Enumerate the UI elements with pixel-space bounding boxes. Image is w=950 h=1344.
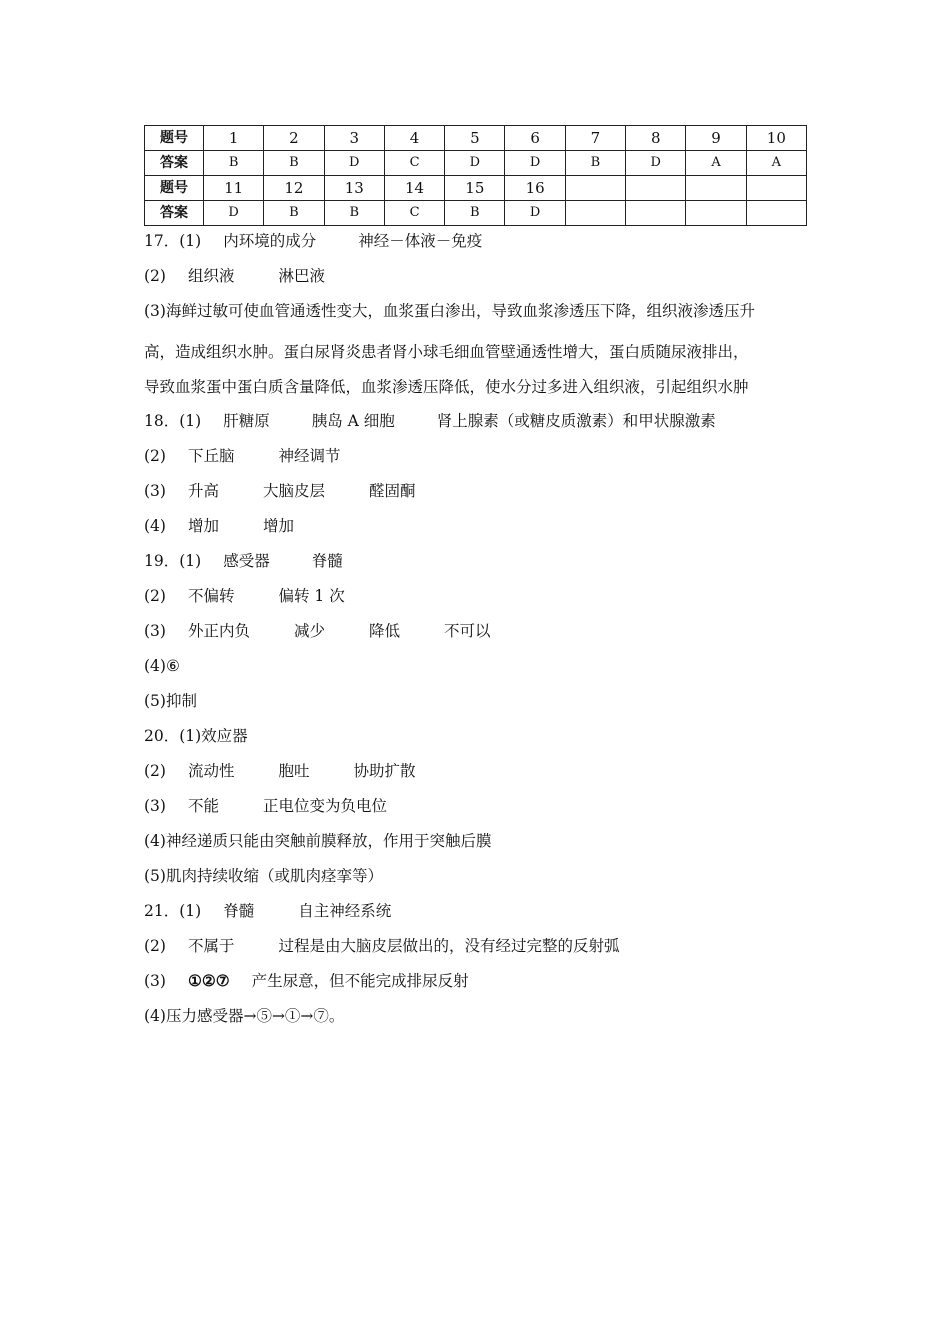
item-label: 17．(1) [144,232,202,250]
table-cell: 6 [505,126,565,151]
item-label: (2) [144,267,166,285]
table-cell: D [505,151,565,176]
answer-19-4: (4)⑥ [144,657,180,675]
answer-text: 脊髓 [311,552,343,570]
item-label: (3) [144,797,166,815]
table-cell: 7 [565,126,625,151]
table-cell: 3 [324,126,384,151]
table-header-cell: 答案 [145,201,204,226]
paragraph-line: 高，造成组织水肿。蛋白尿肾炎患者肾小球毛细血管壁通透性增大，蛋白质随尿液排出， [144,343,749,361]
table-cell: B [264,151,324,176]
table-cell: D [324,151,384,176]
table-cell [565,176,625,201]
answer-text: 胰岛 A 细胞 [311,412,395,430]
table-cell: 2 [264,126,324,151]
answer-text: 脊髓 [223,902,255,920]
answer-18-2 [144,446,341,466]
paragraph-line: (3)海鲜过敏可使血管通透性变大，血浆蛋白渗出，导致血浆渗透压下降，组织液渗透压升 [144,302,755,320]
table-cell [746,176,806,201]
table-cell: C [384,151,444,176]
answer-text: ①②⑦ [187,971,230,990]
table-cell [626,176,686,201]
item-label: (3) [144,972,166,990]
answer-text: 产生尿意，但不能完成排尿反射 [251,972,469,990]
table-cell: 15 [445,176,505,201]
answer-text: 不能 [187,797,219,815]
table-cell: 5 [445,126,505,151]
answer-text: 肝糖原 [223,412,270,430]
answer-text: 偏转 1 次 [278,587,345,605]
table-cell: 11 [204,176,264,201]
answer-19-5: (5)抑制 [144,692,197,710]
answer-18-3 [144,481,416,501]
answer-18-1 [144,411,716,431]
answer-text: 淋巴液 [278,267,325,285]
item-label: (3) [144,482,166,500]
answer-text: 流动性 [187,762,235,780]
table-cell: 8 [626,126,686,151]
table-cell: 1 [204,126,264,151]
table-header-cell: 题号 [145,126,204,151]
answer-text: 不偏转 [187,587,235,605]
answer-19-2 [144,586,345,606]
table-cell: B [565,151,625,176]
item-label: (2) [144,587,166,605]
item-label: (2) [144,762,166,780]
answer-19-3 [144,621,491,641]
answer-text: 大脑皮层 [262,482,325,500]
answer-text: 感受器 [223,552,270,570]
table-cell: B [204,151,264,176]
paragraph-line: 导致血浆蛋中蛋白质含量降低，血浆渗透压降低，使水分过多进入组织液，引起组织水肿 [144,378,749,396]
answer-text: 不属于 [187,937,235,955]
item-label: (3) [144,622,166,640]
table-cell: 10 [746,126,806,151]
item-label: 21．(1) [144,902,202,920]
answer-20-4: (4)神经递质只能由突触前膜释放，作用于突触后膜 [144,832,492,850]
answer-text: 神经－体液－免疫 [358,232,483,250]
answer-text: 协助扩散 [353,762,416,780]
table-cell [686,201,746,226]
answer-21-4: (4)压力感受器→⑤→①→⑦。 [144,1007,345,1025]
table-cell: B [264,201,324,226]
table-header-cell: 题号 [145,176,204,201]
answer-text: 醛固酮 [369,482,416,500]
answer-19-1 [144,551,343,571]
answer-17-1 [144,231,482,251]
table-cell: A [746,151,806,176]
table-cell: B [445,201,505,226]
answer-text: 增加 [187,517,219,535]
answer-text: 降低 [369,622,401,640]
table-row [145,201,807,226]
table-cell: D [505,201,565,226]
table-row [145,176,807,201]
answer-text: 正电位变为负电位 [262,797,387,815]
table-cell: 16 [505,176,565,201]
answer-text: 内环境的成分 [223,232,317,250]
table-row [145,126,807,151]
item-label: 18．(1) [144,412,202,430]
table-cell [626,201,686,226]
answer-text: 升高 [187,482,219,500]
answer-text: 不可以 [444,622,491,640]
answer-text: 增加 [262,517,294,535]
table-row [145,151,807,176]
table-cell: 4 [384,126,444,151]
item-label: (2) [144,447,166,465]
table-cell [565,201,625,226]
answer-21-3 [144,971,469,991]
table-cell: A [686,151,746,176]
answer-20-5: (5)肌肉持续收缩（或肌肉痉挛等） [144,867,383,885]
answer-text: 外正内负 [187,622,250,640]
table-cell [686,176,746,201]
table-cell [746,201,806,226]
answer-20-3 [144,796,387,816]
item-label: (4) [144,517,166,535]
table-cell: 9 [686,126,746,151]
table-cell: 14 [384,176,444,201]
answer-20-2 [144,761,416,781]
table-cell: B [324,201,384,226]
answer-20-1: 20．(1)效应器 [144,727,248,745]
table-cell: D [204,201,264,226]
answer-text: 神经调节 [278,447,341,465]
table-cell: 13 [324,176,384,201]
answer-text: 过程是由大脑皮层做出的，没有经过完整的反射弧 [278,937,620,955]
answer-17-2 [144,266,325,286]
answer-text: 下丘脑 [187,447,235,465]
item-label: (2) [144,937,166,955]
table-cell: D [445,151,505,176]
table-cell: D [626,151,686,176]
answer-text: 肾上腺素（或糖皮质激素）和甲状腺激素 [436,412,716,430]
table-header-cell: 答案 [145,151,204,176]
answer-table [144,125,807,226]
answer-text: 组织液 [187,267,235,285]
item-label: 19．(1) [144,552,202,570]
answer-21-1 [144,901,391,921]
answer-21-2 [144,936,620,956]
answer-18-4 [144,516,294,536]
answer-text: 胞吐 [278,762,310,780]
table-cell: 12 [264,176,324,201]
answer-text: 自主神经系统 [298,902,392,920]
table-cell: C [384,201,444,226]
answer-text: 减少 [293,622,325,640]
